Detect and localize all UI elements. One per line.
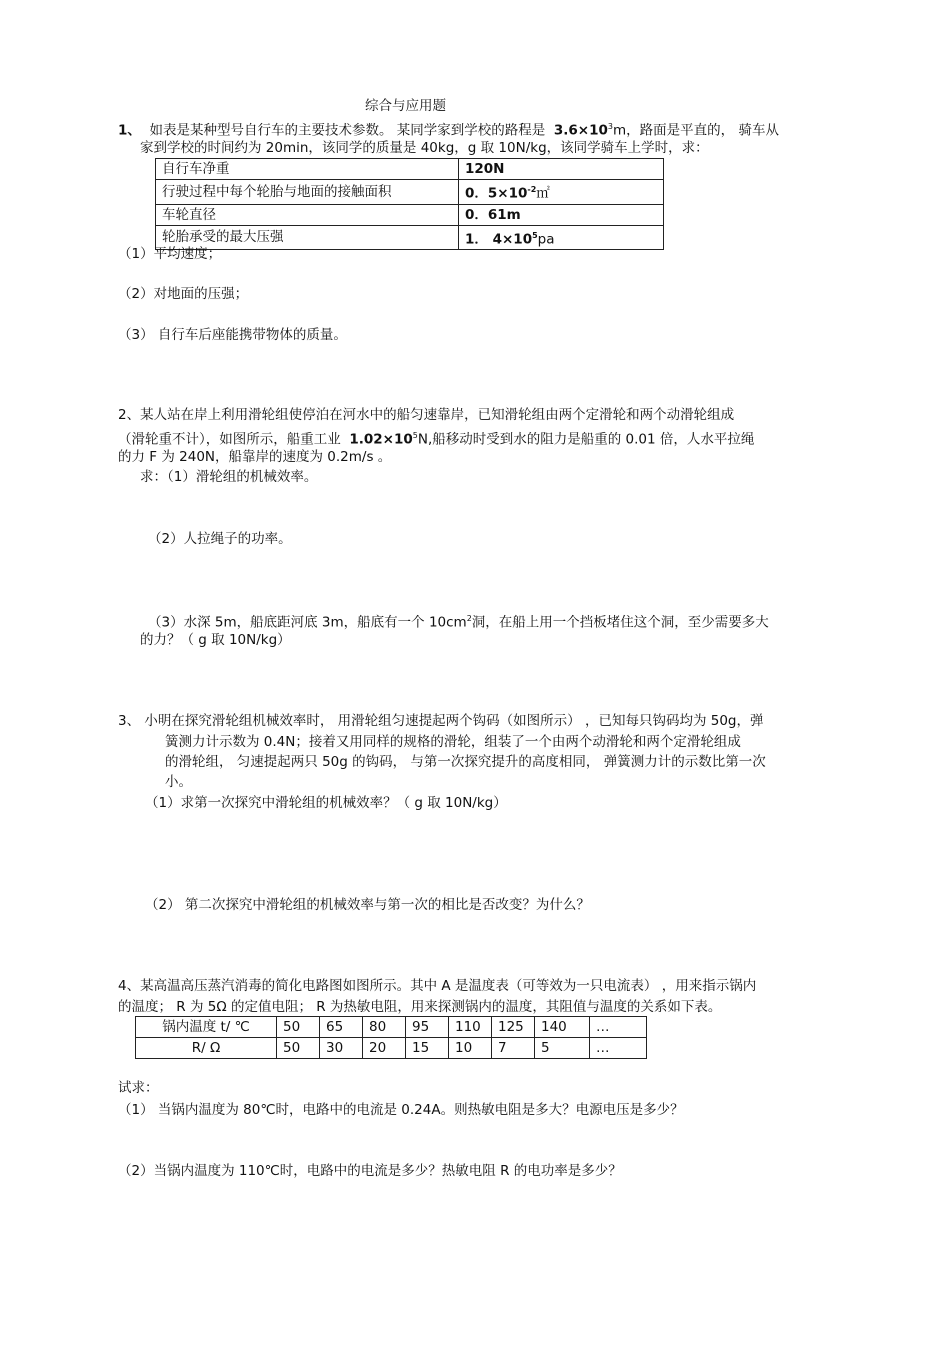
table-cell: 锅内温度 t/ ℃ xyxy=(136,1017,277,1038)
spec-label: 车轮直径 xyxy=(156,204,459,225)
bike-spec-table xyxy=(155,158,664,250)
q1-line2: 家到学校的时间约为 20min，该同学的质量是 40kg，g 取 10N/kg，该同学骑车上学时，求： xyxy=(140,140,709,156)
table-cell: 110 xyxy=(449,1017,492,1038)
q4-sub2: （2）当锅内温度为 110℃时，电路中的电流是多少？热敏电阻 R 的电功率是多少？ xyxy=(118,1163,622,1179)
spec-label: 行驶过程中每个轮胎与地面的接触面积 xyxy=(156,180,459,205)
q3-sub1: （1）求第一次探究中滑轮组的机械效率？（ g 取 10N/kg） xyxy=(145,795,507,811)
spec-value: 0．61m xyxy=(459,204,664,225)
table-cell: 65 xyxy=(320,1017,363,1038)
q4-line2: 的温度； R 为 5Ω 的定值电阻； R 为热敏电阻，用来探测锅内的温度，其阻值与温度的关系如下表。 xyxy=(118,999,722,1015)
q2-line2: （滑轮重不计），如图所示，船重工业 $1.02\times 10^5N$,船移动时受到水的阻力是船重的 0.01 倍，人水平拉绳 xyxy=(118,431,755,448)
table-cell: 125 xyxy=(492,1017,535,1038)
table-row xyxy=(156,204,664,225)
table-cell: 50 xyxy=(277,1038,320,1059)
q3-line4: 小。 xyxy=(165,774,192,790)
q2-sub3-cont: 的力？（ g 取 10N/kg） xyxy=(140,632,291,648)
q1-intro: 如表是某种型号自行车的主要技术参数。 某同学家到学校的路程是 xyxy=(149,122,546,139)
table-cell: 95 xyxy=(406,1017,449,1038)
table-cell: 10 xyxy=(449,1038,492,1059)
q3-line2: 簧测力计示数为 0.4N；接着又用同样的规格的滑轮，组装了一个由两个动滑轮和两个定滑轮组成 xyxy=(165,734,741,750)
table-cell: 20 xyxy=(363,1038,406,1059)
q3-sub2: （2） 第二次探究中滑轮组的机械效率与第一次的相比是否改变？为什么？ xyxy=(145,897,590,913)
table-cell: 5 xyxy=(535,1038,590,1059)
q2-sub3: （3）水深 5m，船底距河底 3m，船底有一个 $10cm^2$洞，在船上用一个挡板堵住这个洞，至少需要多大 xyxy=(148,614,769,631)
table-cell: 140 xyxy=(535,1017,590,1038)
q1-distance-unit: m，路面是平直的， 骑车从 xyxy=(613,122,779,139)
table-cell: 15 xyxy=(406,1038,449,1059)
table-cell: R/ Ω xyxy=(136,1038,277,1059)
q4-line1: 4、某高温高压蒸汽消毒的简化电路图如图所示。其中 A 是温度表（可等效为一只电流表） ，用来指示锅内 xyxy=(118,978,757,994)
thermistor-table xyxy=(135,1016,647,1059)
q2-sub2: （2）人拉绳子的功率。 xyxy=(148,531,292,547)
q2-line4: 求：（1）滑轮组的机械效率。 xyxy=(140,469,318,485)
q1-sub2: （2）对地面的压强； xyxy=(118,286,249,302)
spec-label: 自行车净重 xyxy=(156,159,459,180)
spec-label: 轮胎承受的最大压强 xyxy=(156,225,459,250)
table-cell: 50 xyxy=(277,1017,320,1038)
table-cell: 7 xyxy=(492,1038,535,1059)
q1-distance-exp: 3 xyxy=(607,122,613,131)
table-row xyxy=(156,159,664,180)
q2-line3: 的力 F 为 240N，船靠岸的速度为 0.2m/s 。 xyxy=(118,449,392,465)
table-row xyxy=(156,225,664,250)
table-cell: 30 xyxy=(320,1038,363,1059)
q1-distance: 3.6×10 xyxy=(553,122,608,139)
q1-number: 1、 xyxy=(118,122,141,139)
spec-value: 1． $4\times 10^5pa$ xyxy=(459,225,664,250)
table-row xyxy=(156,180,664,205)
spec-value: 0．$5\times 10^{-2}㎡$ xyxy=(459,180,664,205)
q3-line3: 的滑轮组， 匀速提起两只 50g 的钩码， 与第一次探究提升的高度相同， 弹簧测力计的示数比第一次 xyxy=(165,754,766,770)
page-title: 综合与应用题 xyxy=(365,98,446,114)
q1-sub1: （1）平均速度； xyxy=(118,246,222,262)
q1-line1 xyxy=(118,118,779,140)
spec-value: 120N xyxy=(459,159,664,180)
table-cell: … xyxy=(590,1017,647,1038)
table-cell: … xyxy=(590,1038,647,1059)
q1-sub3: （3） 自行车后座能携带物体的质量。 xyxy=(118,327,347,343)
q4-sub1: （1） 当锅内温度为 80℃时，电路中的电流是 0.24A。则热敏电阻是多大？电源电压是多少？ xyxy=(118,1102,684,1118)
q4-try: 试求： xyxy=(118,1080,159,1096)
q3-line1: 3、 小明在探究滑轮组机械效率时， 用滑轮组匀速提起两个钩码（如图所示） ，已知每只钩码均为 50g，弹 xyxy=(118,713,764,729)
table-cell: 80 xyxy=(363,1017,406,1038)
table-row xyxy=(136,1017,647,1038)
q2-line1: 2、某人站在岸上利用滑轮组使停泊在河水中的船匀速靠岸，已知滑轮组由两个定滑轮和两个动滑轮组成 xyxy=(118,407,735,423)
table-row xyxy=(136,1038,647,1059)
